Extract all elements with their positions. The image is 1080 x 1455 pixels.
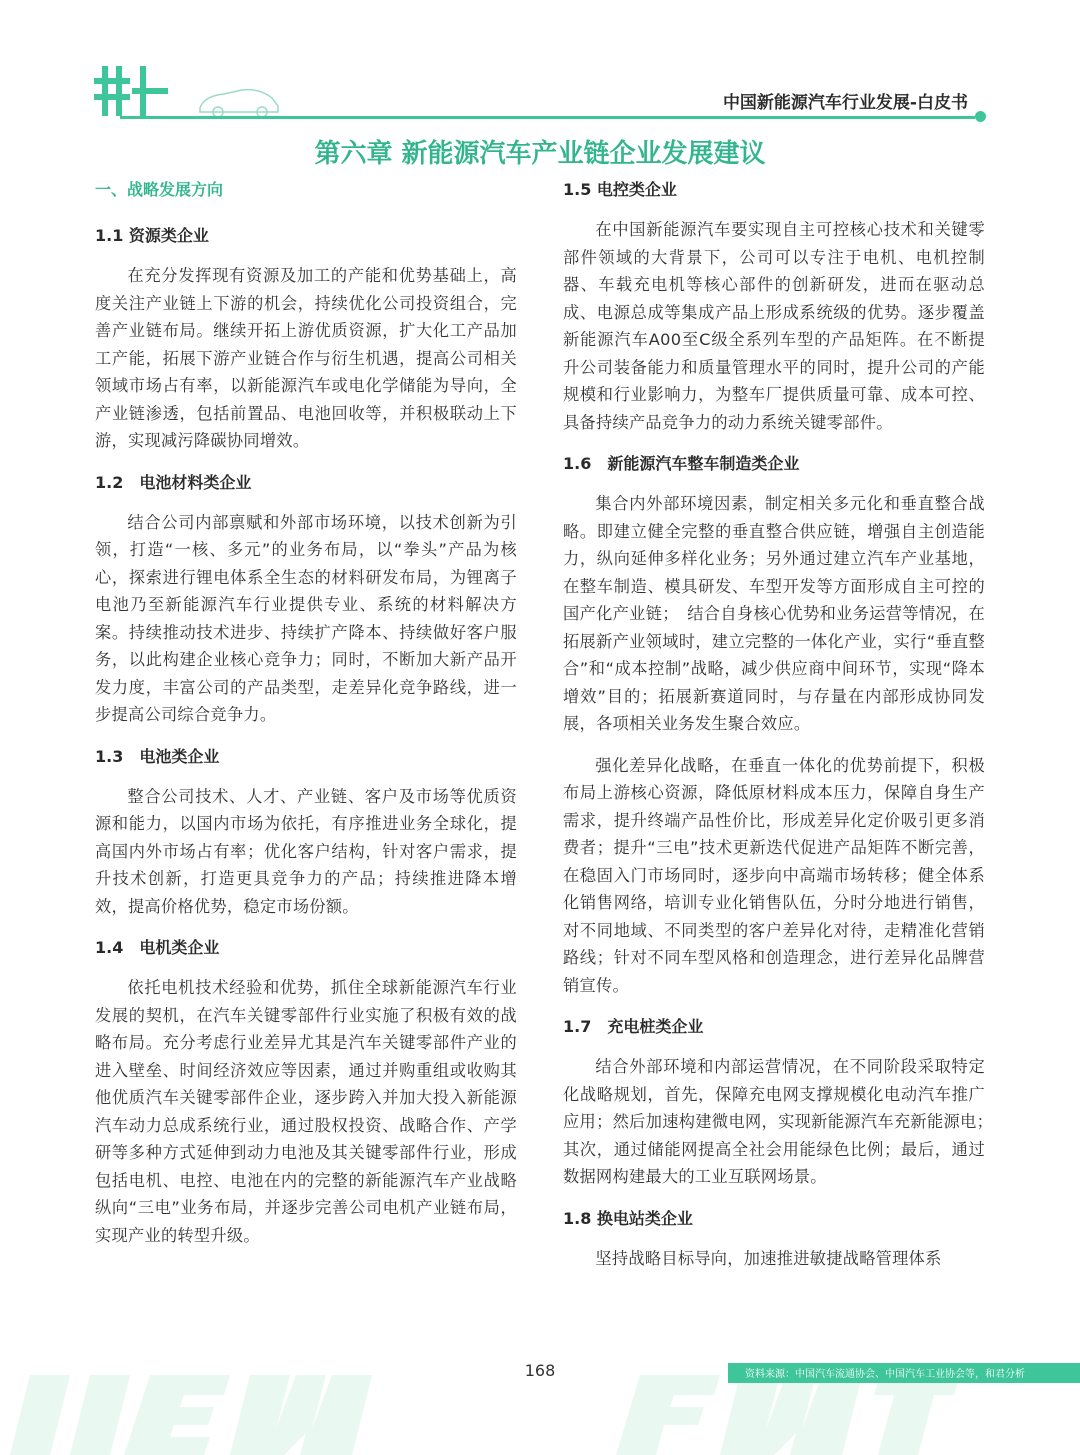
header-title: 中国新能源汽车行业发展-白皮书 <box>722 93 968 113</box>
whitepaper-logo-icon <box>92 64 282 124</box>
subsection-title: 1.3 电池类企业 <box>95 746 220 766</box>
header-divider <box>120 116 975 119</box>
source-note: 资料来源：中国汽车流通协会、中国汽车工业协会等，和君分析 <box>745 1369 1025 1380</box>
subsection-title: 1.1 资源类企业 <box>95 226 209 245</box>
subsection-title: 1.8 换电站类企业 <box>563 1208 693 1228</box>
footer-watermark <box>0 1335 1080 1455</box>
paragraph: 依托电机技术经验和优势，抓住全球新能源汽车行业发展的契机，在汽车关键零部件行业实施了积极有效的战略布局。充分考虑行业差异尤其是汽车关键零部件产业的进入壁垒、时间经济效应等因素，通过并购重组或收购其他优质汽车关键零部件企业，逐步跨入并加大投入新能源汽车动力总成系统行业，通过股权投资、战略合作、产学研等多种方式延伸到动力电池及其关键零部件行业，形成包括电机、电控、电池在内的完整的新能源汽车产业战略纵向“三电”业务布局，并逐步完善公司电机产业链布局，实现产业的转型升级。 <box>95 978 517 1245</box>
header-dot <box>975 111 986 122</box>
subsection-title: 1.7 充电桩类企业 <box>563 1017 704 1036</box>
paragraph: 坚持战略目标导向，加速推进敏捷战略管理体系 <box>595 1248 942 1268</box>
subsection-title: 1.2 电池材料类企业 <box>95 472 252 492</box>
paragraph: 整合公司技术、人才、产业链、客户及市场等优质资源和能力，以国内市场为依托，有序推进业务全球化，提高国内外市场占有率；优化客户结构，针对客户需求，提升技术创新，打造更具竞争力的产品；持续推进降本增效，提高价格优势，稳定市场份额。 <box>95 786 517 916</box>
section-heading: 一、战略发展方向 <box>95 180 224 199</box>
chapter-title: 第六章 新能源汽车产业链企业发展建议 <box>314 139 766 169</box>
paragraph: 结合外部环境和内部运营情况，在不同阶段采取特定化战略规划，首先，保障充电网支撑规模化电动汽车推广应用；然后加速构建微电网，实现新能源汽车充新能源电； 其次，通过储能网提高全社会用能绿色比例；最后，通过数据网构建最大的工业互联网场景。 <box>563 1057 1002 1186</box>
right-column <box>563 176 1002 1286</box>
paragraph: 集合内外部环境因素，制定相关多元化和垂直整合战略。即建立健全完整的垂直整合供应链，增强自主创造能力，纵向延伸多样化业务；另外通过建立汽车产业基地，在整车制造、模具研发、车型开发等方面形成自主可控的国产化产业链； 结合自身核心优势和业务运营等情况，在拓展新产业领域时，建立完整的一体化产业，实行“垂直整合”和“成本控制”战略，减少供应商中间环节，实现“降本增效”目的；拓展新赛道同时，与存量在内部形成协同发展，各项相关业务发生聚合效应。 <box>563 494 985 733</box>
subsection-title: 1.5 电控类企业 <box>563 180 677 199</box>
paragraph: 结合公司内部禀赋和外部市场环境，以技术创新为引领，打造“一核、多元”的业务布局，以“拳头”产品为核心，探索进行锂电体系全生态的材料研发布局，为锂离子电池乃至新能源汽车行业提供专业、系统的材料解决方案。持续推动技术进步、持续扩产降本、持续做好客户服务，以此构建企业核心竞争力；同时，不断加大新产品开发力度，丰富公司的产品类型，走差异化竞争路线，进一步提高公司综合竞争力。 <box>95 512 517 724</box>
paragraph: 在中国新能源汽车要实现自主可控核心技术和关键零部件领域的大背景下，公司可以专注于电机、电机控制器、车载充电机等核心部件的创新研发，进而在驱动总成、电源总成等集成产品上形成系统级的优势。逐步覆盖新能源汽车A00至C级全系列车型的产品矩阵。在不断提升公司装备能力和质量管理水平的同时，提升公司的产能规模和行业影响力，为整车厂提供质量可靠、成本可控、具备持续产品竞争力的动力系统关键零部件。 <box>563 220 985 432</box>
subsection-title: 1.6 新能源汽车整车制造类企业 <box>563 454 800 473</box>
paragraph: 在充分发挥现有资源及加工的产能和优势基础上，高度关注产业链上下游的机会，持续优化公司投资组合，完善产业链布局。继续开拓上游优质资源，扩大化工产品加工产能，拓展下游产业链合作与衍生机遇，提高公司相关领域市场占有率，以新能源汽车或电化学储能为导向，全产业链渗透，包括前置品、电池回收等，并积极联动上下游，实现减污降碳协同增效。 <box>95 266 517 450</box>
page-number: 168 <box>524 1361 556 1380</box>
left-column <box>95 176 517 1263</box>
paragraph: 强化差异化战略，在垂直一体化的优势前提下，积极布局上游核心资源，降低原材料成本压力，保障自身生产需求，提升终端产品性价比，形成差异化定价吸引更多消费者；提升“三电”技术更新迭代促进产品矩阵不断完善，在稳固入门市场同时，逐步向中高端市场转移；健全体系化销售网络，培训专业化销售队伍，分时分地进行销售，对不同地域、不同类型的客户差异化对待，走精准化营销路线；针对不同车型风格和创造理念，进行差异化品牌营销宣传。 <box>563 755 985 995</box>
subsection-title: 1.4 电机类企业 <box>95 938 220 957</box>
